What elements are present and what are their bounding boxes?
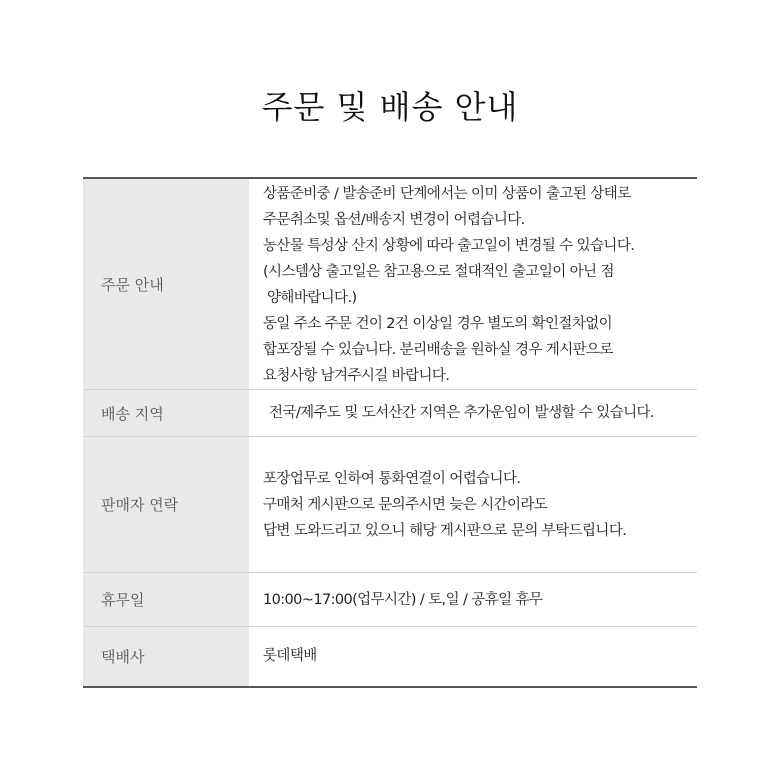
- table-row-holidays: [83, 573, 697, 627]
- order-info-line: 농산물 특성상 산지 상황에 따라 출고일이 변경될 수 있습니다.: [263, 238, 635, 254]
- table-row-shipping-area: [83, 390, 697, 437]
- row-value-order-info: [249, 178, 697, 390]
- courier-line: 롯데택배: [263, 648, 317, 665]
- row-value-courier: [249, 627, 697, 687]
- row-label-seller-contact: 판매자 연락: [83, 437, 249, 573]
- table-row-seller-contact: [83, 437, 697, 573]
- page-title: 주문 및 배송 안내: [261, 88, 519, 126]
- order-info-line: 요청사항 남겨주시길 바랍니다.: [263, 368, 450, 384]
- shipping-info-table: [83, 177, 697, 688]
- table-row-order-info: [83, 178, 697, 390]
- order-info-line: 동일 주소 주문 건이 2건 이상일 경우 별도의 확인절차없이: [263, 316, 613, 332]
- order-info-line: 양해바랍니다.): [263, 290, 357, 306]
- order-info-line: (시스템상 출고일은 참고용으로 절대적인 출고일이 아닌 점: [263, 264, 614, 280]
- row-label-shipping-area: 배송 지역: [83, 390, 249, 437]
- row-label-courier: 택배사: [83, 627, 249, 687]
- row-label-holidays: 휴무일: [83, 573, 249, 627]
- row-value-holidays: [249, 573, 697, 627]
- shipping-area-line: 전국/제주도 및 도서산간 지역은 추가운임이 발생할 수 있습니다.: [269, 405, 654, 421]
- table-row-courier: [83, 627, 697, 687]
- row-label-order-info: 주문 안내: [83, 178, 249, 390]
- order-info-line: 주문취소및 옵션/배송지 변경이 어렵습니다.: [263, 212, 525, 228]
- order-info-line: 상품준비중 / 발송준비 단계에서는 이미 상품이 출고된 상태로: [263, 186, 631, 202]
- seller-contact-line: 답변 도와드리고 있으니 해당 게시판으로 문의 부탁드립니다.: [263, 522, 627, 539]
- seller-contact-line: 포장업무로 인하여 통화연결이 어렵습니다.: [263, 470, 521, 487]
- seller-contact-line: 구매처 게시판으로 문의주시면 늦은 시간이라도: [263, 496, 548, 513]
- row-value-seller-contact: [249, 437, 697, 573]
- order-info-line: 합포장될 수 있습니다. 분리배송을 원하실 경우 게시판으로: [263, 342, 613, 358]
- row-value-shipping-area: [249, 390, 697, 437]
- holidays-line: 10:00~17:00(업무시간) / 토,일 / 공휴일 휴무: [263, 591, 543, 608]
